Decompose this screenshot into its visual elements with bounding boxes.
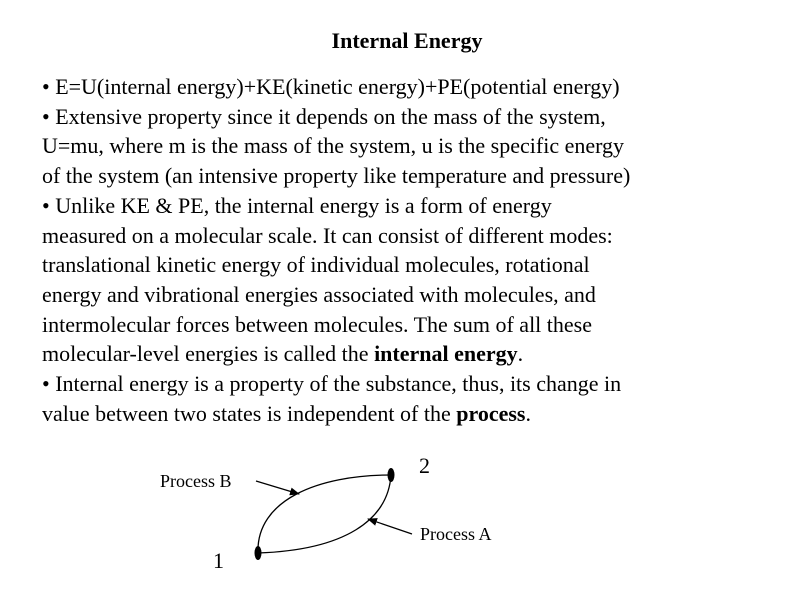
text-run: intermolecular forces between molecules. The sum of all these xyxy=(42,311,592,337)
process-b-curve xyxy=(258,475,391,553)
text-run: • Unlike KE & PE, the internal energy is a form of energy xyxy=(42,192,552,218)
text-run: translational kinetic energy of individual molecules, rotational xyxy=(42,252,590,278)
text-run: • Internal energy is a property of the substance, thus, its change in xyxy=(42,371,622,397)
process-a-label: Process A xyxy=(420,524,492,544)
state-1-point xyxy=(255,546,262,560)
process-a-arrow xyxy=(368,519,412,534)
bold-term: process xyxy=(456,400,526,426)
state-2-point xyxy=(388,468,395,482)
text-run: of the system (an intensive property like temperature and pressure) xyxy=(42,163,631,189)
text-run: . xyxy=(525,400,531,426)
process-a-curve xyxy=(258,475,391,553)
text-run: • E=U(internal energy)+KE(kinetic energy)+PE(potential energy) xyxy=(42,74,620,99)
state-2-label: 2 xyxy=(419,453,430,478)
process-b-arrow xyxy=(256,481,299,494)
text-run: energy and vibrational energies associated with molecules, and xyxy=(42,281,596,307)
text-run: value between two states is independent of the xyxy=(42,400,457,426)
text-run: measured on a molecular scale. It can consist of different modes: xyxy=(42,222,613,248)
text-run: U=mu, where m is the mass of the system, u is the specific energy xyxy=(42,133,625,159)
bold-term: internal energy xyxy=(374,341,518,367)
text-run: . xyxy=(517,341,524,367)
text-run: molecular-level energies is called the xyxy=(42,341,375,367)
page-title: Internal Energy xyxy=(331,28,483,53)
state-1-label: 1 xyxy=(213,548,224,573)
text-run: • Extensive property since it depends on the mass of the system, xyxy=(42,103,606,129)
process-b-label: Process B xyxy=(160,471,232,491)
